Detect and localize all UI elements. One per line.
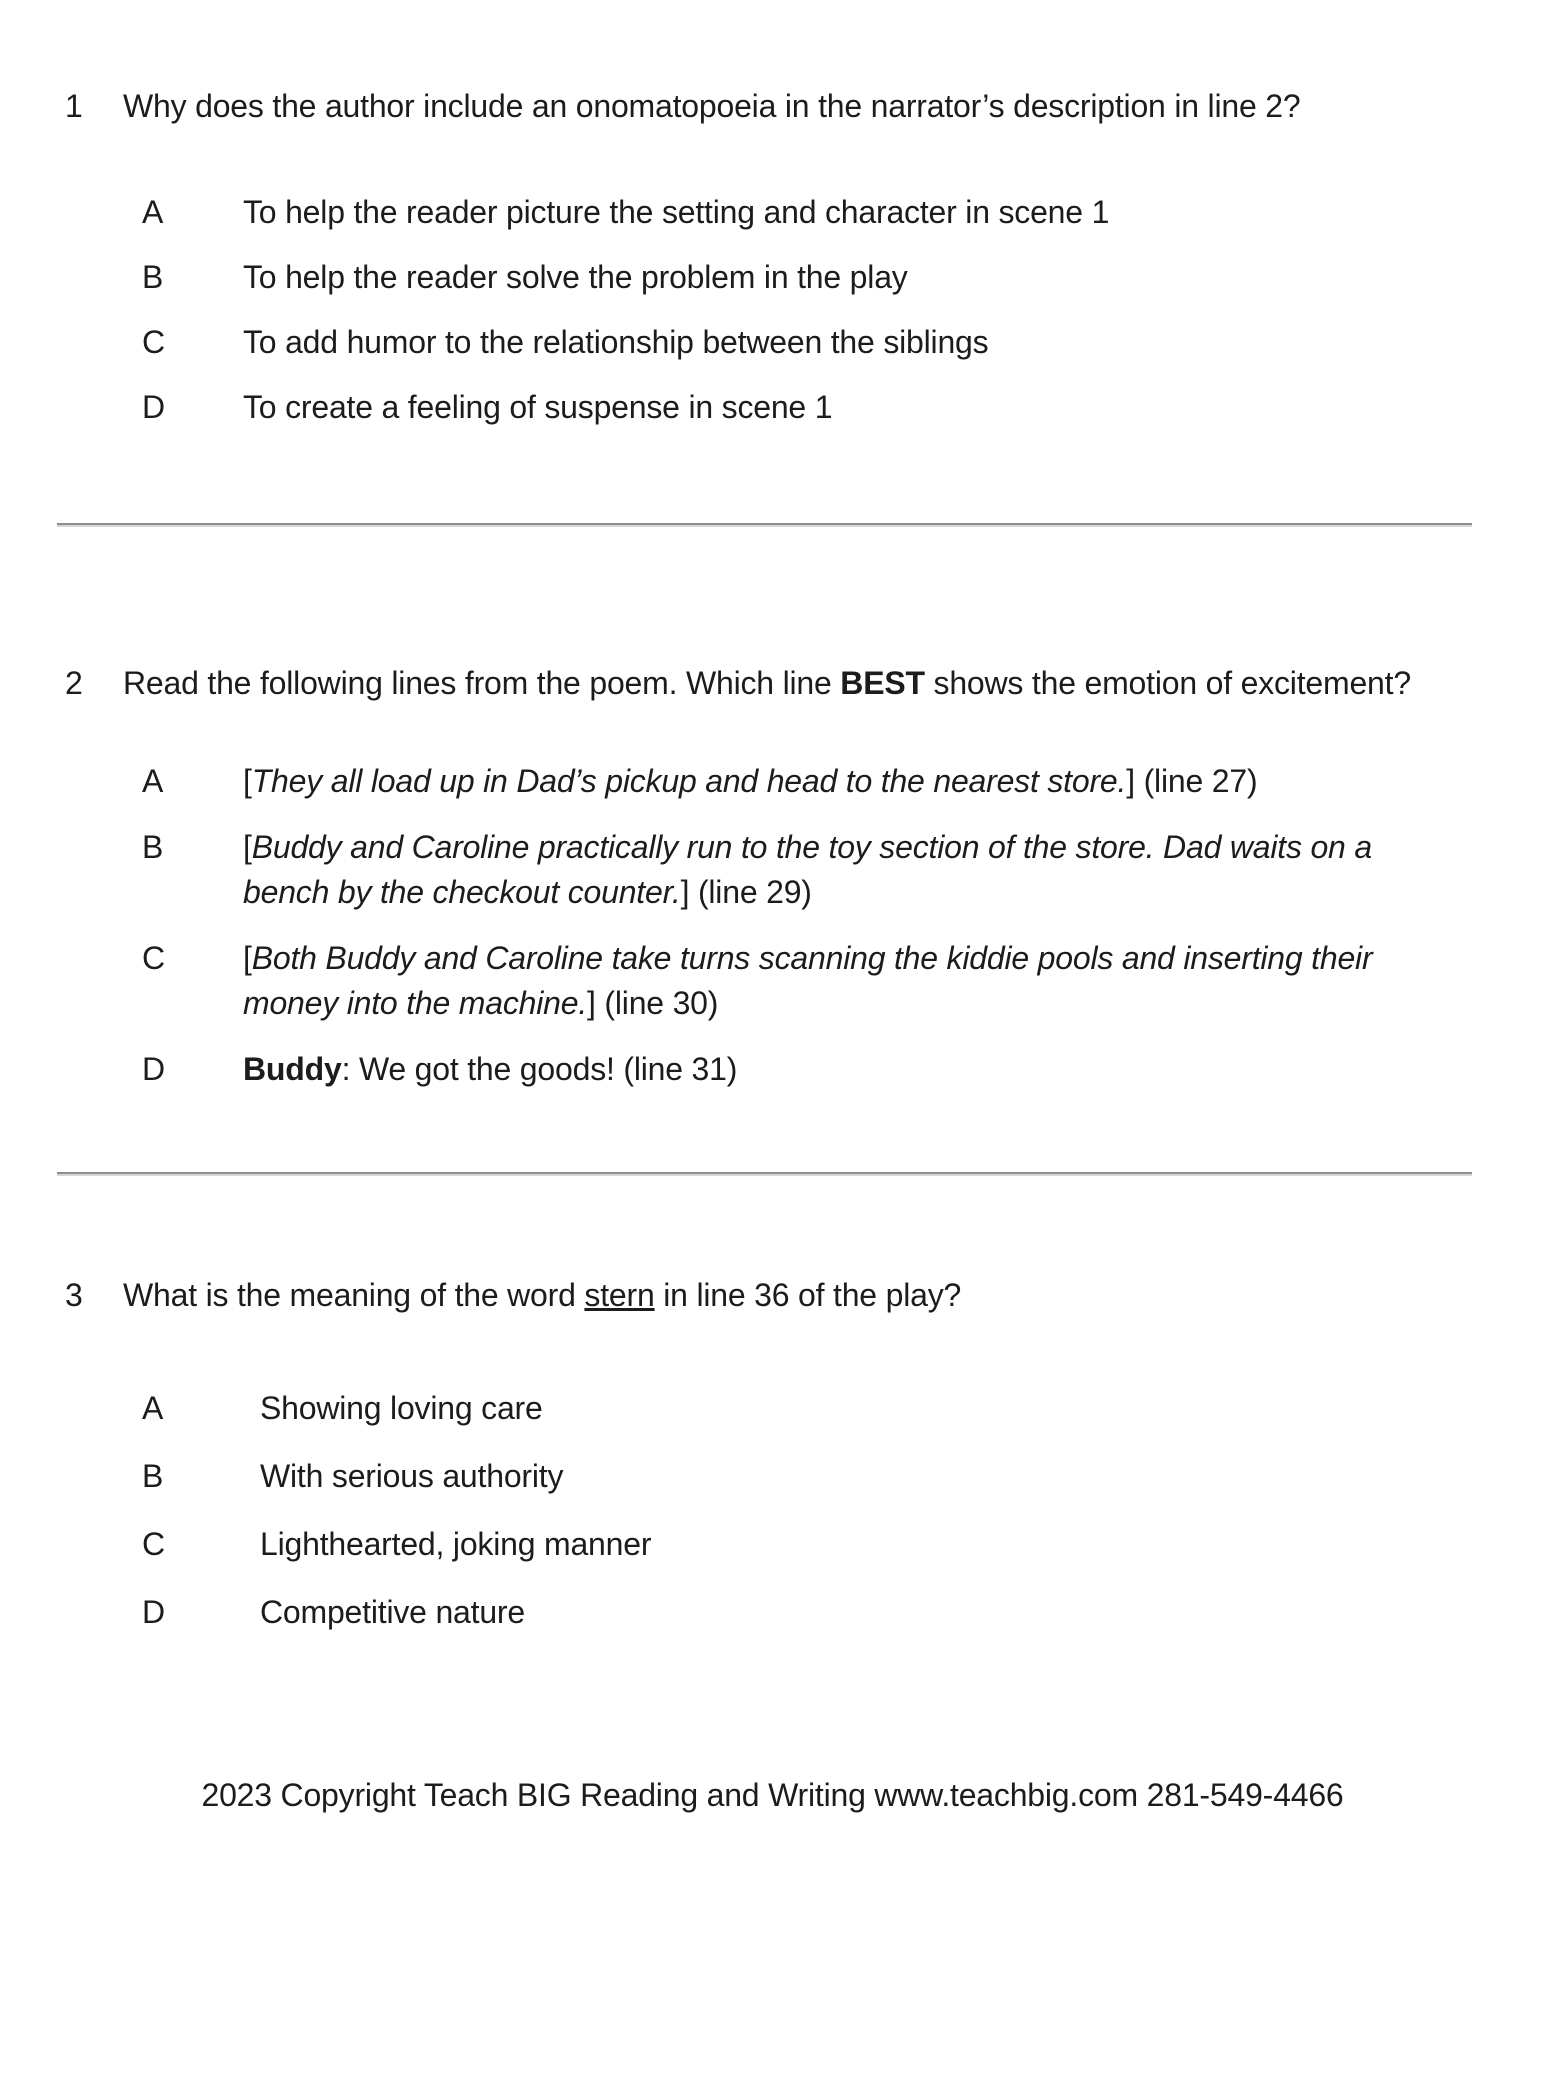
text-segment: in line 36 of the play? bbox=[654, 1277, 962, 1313]
question-2-options bbox=[0, 759, 1545, 1092]
text-segment: To help the reader solve the problem in the play bbox=[243, 259, 908, 295]
option-letter: D bbox=[142, 1051, 165, 1087]
question-number: 1 bbox=[65, 88, 83, 124]
option-text bbox=[260, 1590, 525, 1635]
question-1-options bbox=[0, 190, 1545, 430]
text-segment: ] (line 29) bbox=[680, 874, 812, 910]
text-segment: stern bbox=[584, 1277, 655, 1313]
section-divider bbox=[57, 523, 1472, 527]
question-1 bbox=[0, 84, 1545, 129]
text-segment: BEST bbox=[840, 665, 925, 701]
option-row-c bbox=[142, 1522, 1545, 1567]
option-row-b bbox=[142, 255, 1545, 300]
text-segment: Competitive nature bbox=[260, 1594, 525, 1630]
text-segment: Read the following lines from the poem. Which line bbox=[123, 665, 841, 701]
text-segment: Lighthearted, joking manner bbox=[260, 1526, 652, 1562]
question-prompt bbox=[123, 1273, 1545, 1318]
option-text bbox=[243, 936, 1445, 1026]
option-text bbox=[260, 1386, 543, 1431]
text-segment: Both Buddy and Caroline take turns scanning the kiddie pools and inserting their money into the machine. bbox=[243, 940, 1373, 1021]
text-segment: What is the meaning of the word bbox=[123, 1277, 585, 1313]
page-footer: 2023 Copyright Teach BIG Reading and Writing www.teachbig.com 281-549-4466 bbox=[201, 1777, 1344, 1813]
text-segment: To help the reader picture the setting and character in scene 1 bbox=[243, 194, 1110, 230]
text-segment: [ bbox=[243, 940, 252, 976]
option-text bbox=[243, 255, 908, 300]
text-segment: [ bbox=[243, 763, 252, 799]
text-segment: With serious authority bbox=[260, 1458, 564, 1494]
option-letter: A bbox=[142, 763, 164, 799]
option-text bbox=[243, 825, 1445, 915]
question-3 bbox=[0, 1273, 1545, 1318]
option-row-a bbox=[142, 190, 1545, 235]
text-segment: Why does the author include an onomatopoeia in the narrator’s description in line 2? bbox=[123, 88, 1301, 124]
option-text bbox=[243, 759, 1257, 804]
text-segment: They all load up in Dad’s pickup and head to the nearest store. bbox=[251, 763, 1127, 799]
option-row-d bbox=[142, 1047, 1545, 1092]
text-segment: Showing loving care bbox=[260, 1390, 543, 1426]
option-letter: B bbox=[142, 1458, 164, 1494]
option-letter: A bbox=[142, 194, 164, 230]
section-divider bbox=[57, 1172, 1472, 1176]
option-letter: D bbox=[142, 389, 165, 425]
text-segment: ] (line 30) bbox=[587, 985, 719, 1021]
question-number: 2 bbox=[65, 665, 83, 701]
question-3-options bbox=[0, 1386, 1545, 1635]
option-letter: C bbox=[142, 324, 165, 360]
text-segment: Buddy bbox=[243, 1051, 342, 1087]
option-letter: A bbox=[142, 1390, 164, 1426]
question-number: 3 bbox=[65, 1277, 83, 1313]
text-segment: To create a feeling of suspense in scene 1 bbox=[243, 389, 833, 425]
option-row-d bbox=[142, 1590, 1545, 1635]
option-text bbox=[243, 320, 988, 365]
option-text bbox=[243, 385, 832, 430]
question-2 bbox=[0, 661, 1545, 706]
option-row-b bbox=[142, 1454, 1545, 1499]
option-text bbox=[260, 1522, 651, 1567]
option-row-c bbox=[142, 320, 1545, 365]
option-row-b bbox=[142, 825, 1545, 915]
text-segment: shows the emotion of excitement? bbox=[924, 665, 1411, 701]
question-prompt bbox=[123, 84, 1545, 129]
text-segment: Buddy and Caroline practically run to the toy section of the store. Dad waits on a bench by the checkout counter. bbox=[243, 829, 1372, 910]
option-row-c bbox=[142, 936, 1545, 1026]
option-letter: D bbox=[142, 1594, 165, 1630]
text-segment: : We got the goods! (line 31) bbox=[341, 1051, 738, 1087]
option-letter: C bbox=[142, 940, 165, 976]
option-letter: C bbox=[142, 1526, 165, 1562]
option-text bbox=[260, 1454, 563, 1499]
option-letter: B bbox=[142, 829, 164, 865]
text-segment: [ bbox=[243, 829, 252, 865]
option-text bbox=[243, 1047, 737, 1092]
option-text bbox=[243, 190, 1109, 235]
option-row-a bbox=[142, 759, 1545, 804]
text-segment: To add humor to the relationship between the siblings bbox=[243, 324, 989, 360]
option-row-d bbox=[142, 385, 1545, 430]
option-letter: B bbox=[142, 259, 164, 295]
option-row-a bbox=[142, 1386, 1545, 1431]
text-segment: ] (line 27) bbox=[1126, 763, 1258, 799]
question-prompt bbox=[123, 661, 1545, 706]
